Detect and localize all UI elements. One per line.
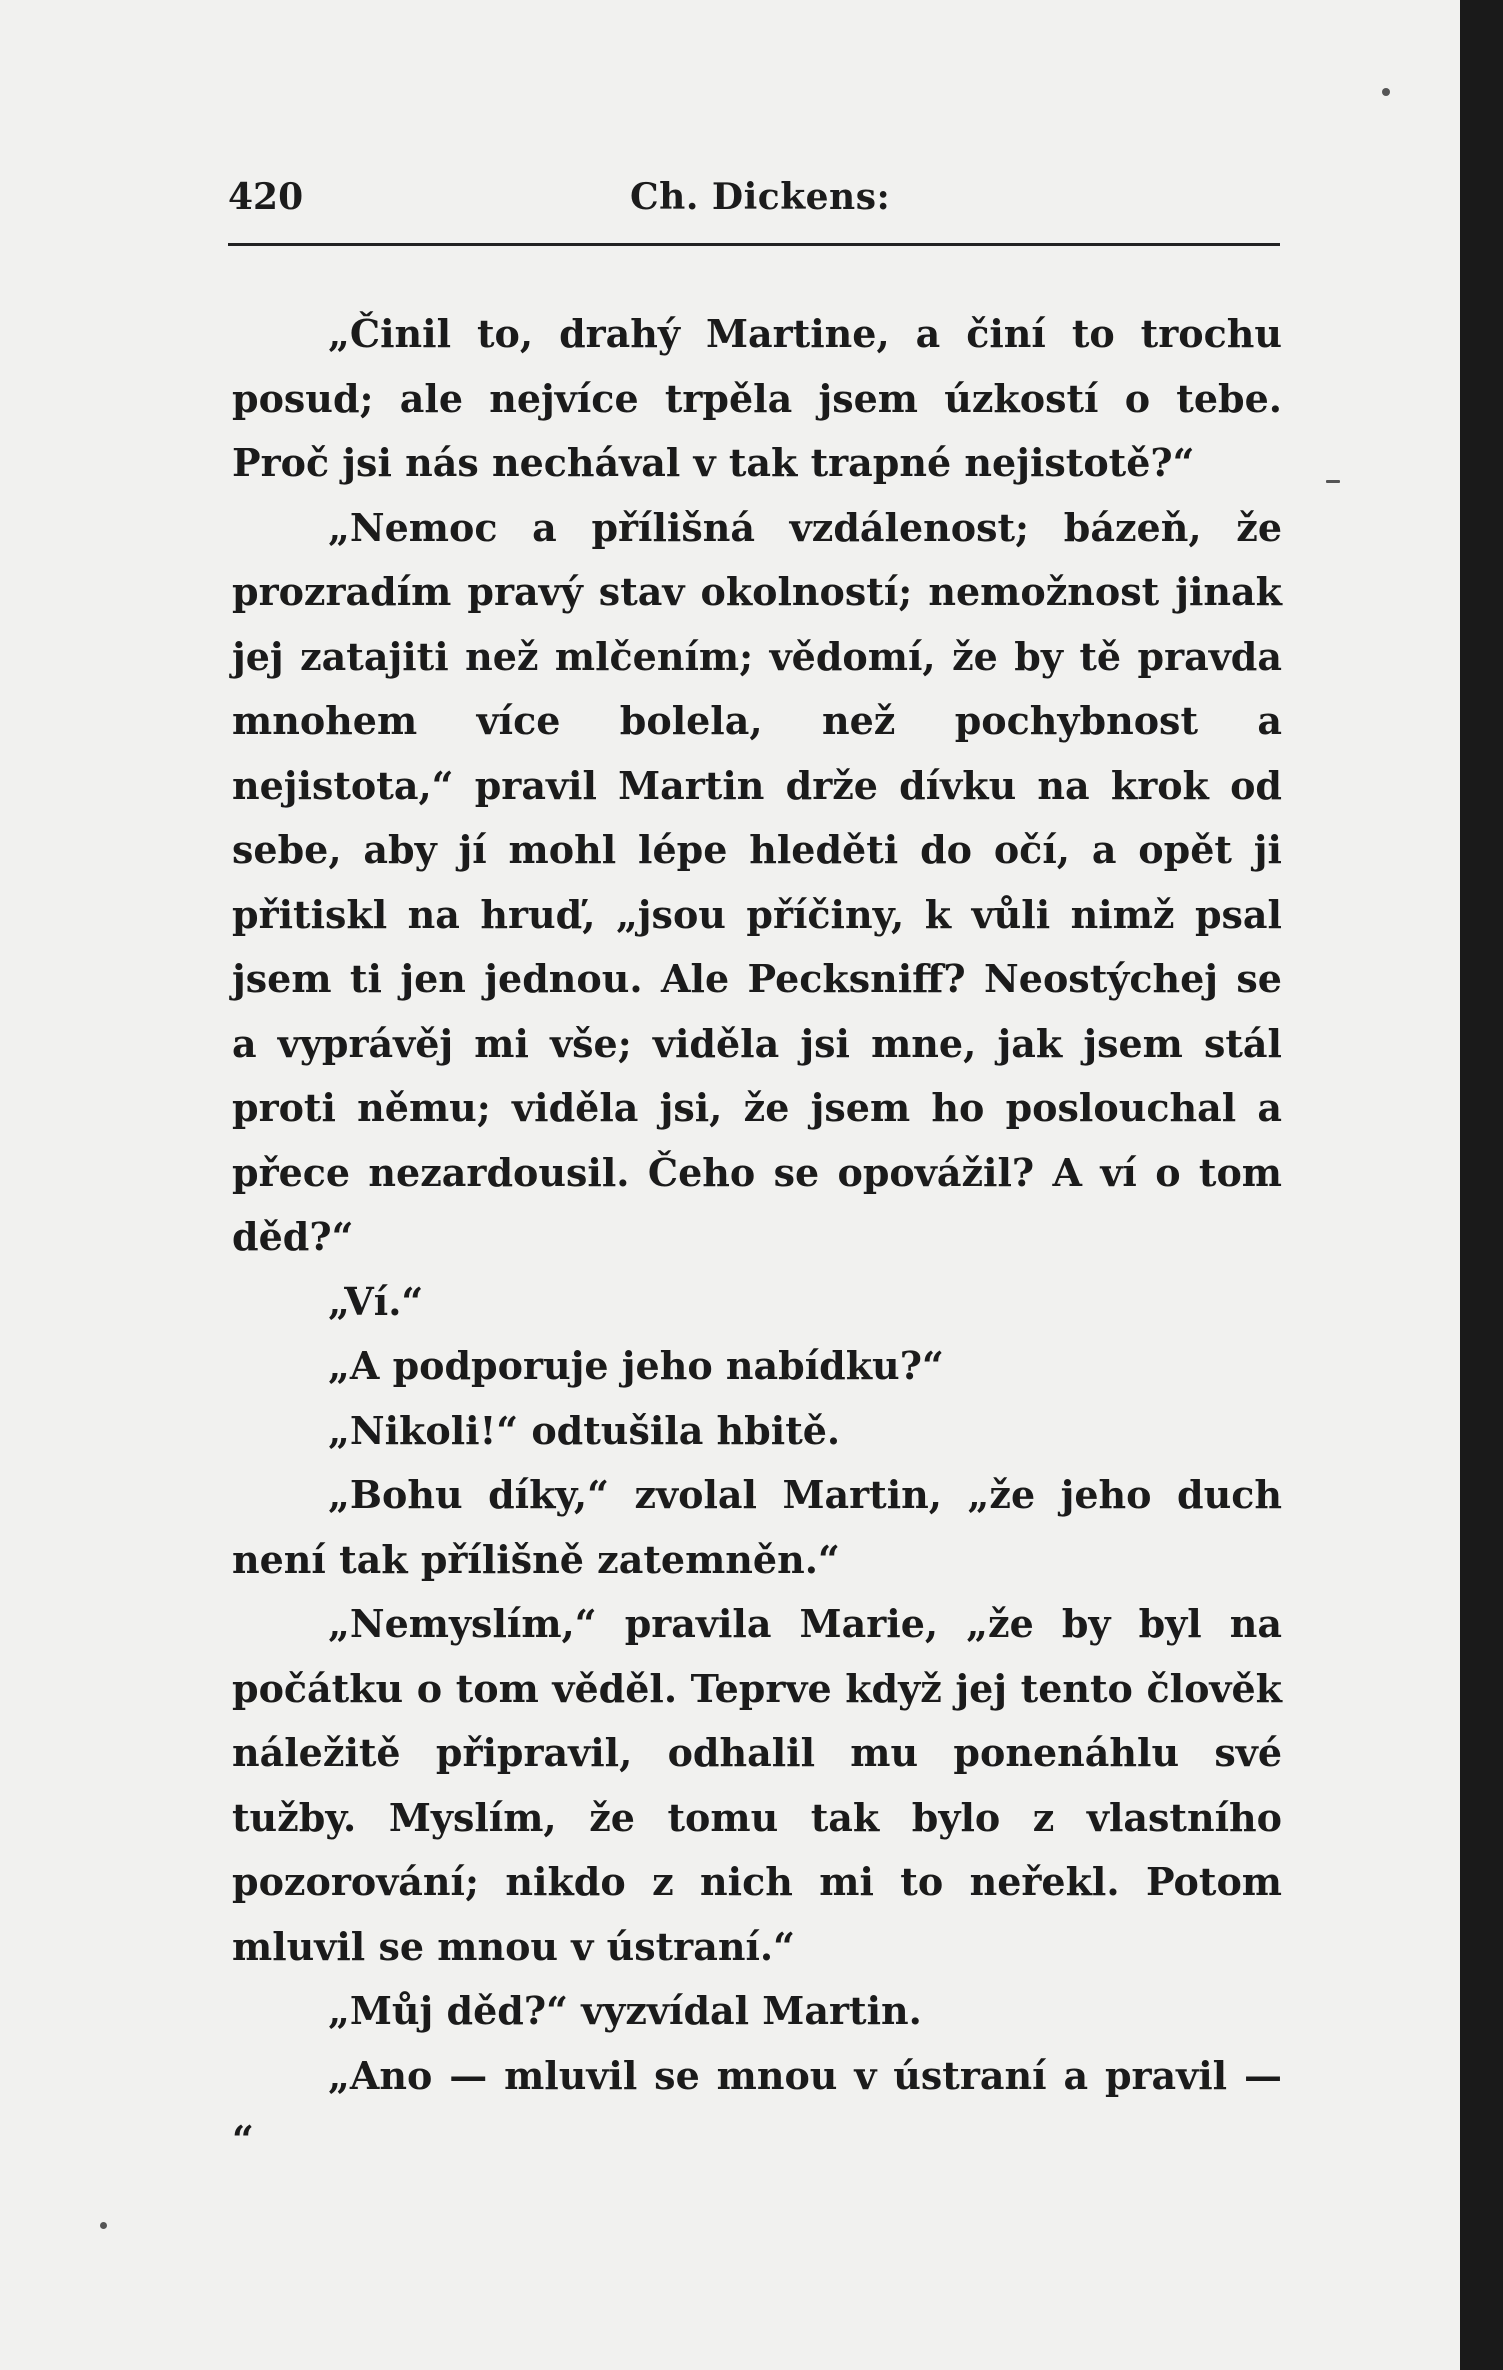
scan-edge bbox=[1460, 0, 1503, 2370]
paragraph: „Činil to, drahý Martine, a činí to trochu posud; ale nejvíce trpěla jsem úzkostí o tebe. Proč jsi nás nechával v tak trapné nejistotě?“ bbox=[232, 311, 1282, 485]
paper-speck bbox=[1382, 88, 1390, 96]
paragraph: „Ano — mluvil se mnou v ústraní a pravil — “ bbox=[232, 2052, 1282, 2162]
page-header bbox=[228, 176, 1280, 236]
paragraph: „Ví.“ bbox=[328, 1278, 424, 1324]
paragraph: „Nemoc a přílišná vzdálenost; bázeň, že prozradím pravý stav okolností; nemožnost jinak jej zatajiti než mlčením; vědomí, že by tě pravda mnohem více bolela, než pochybnost a nejistota,“ pravil Martin drže dívku na krok od sebe, aby jí mohl lépe hleděti do očí, a opět ji přitiskl na hruď, „jsou příčiny, k vůli nimž psal jsem ti jen jednou. Ale Pecksniff? Neostýchej se a vyprávěj mi vše; viděla jsi mne, jak jsem stál proti němu; viděla jsi, že jsem ho poslouchal a přece nezardousil. Čeho se opovážil? A ví o tom děd?“ bbox=[232, 504, 1282, 1259]
paper-speck bbox=[1326, 480, 1340, 483]
running-title: Ch. Dickens: bbox=[630, 176, 891, 218]
paragraph: „Bohu díky,“ zvolal Martin, „že jeho duch není tak přílišně zatemněn.“ bbox=[232, 1472, 1282, 1582]
header-rule bbox=[228, 243, 1280, 246]
page-number: 420 bbox=[228, 176, 304, 218]
paragraph: „Můj děd?“ vyzvídal Martin. bbox=[328, 1988, 922, 2033]
paper-speck bbox=[100, 2222, 107, 2229]
body-text bbox=[232, 302, 1282, 2173]
paragraph: „A podporuje jeho nabídku?“ bbox=[328, 1343, 944, 1388]
paragraph: „Nemyslím,“ pravila Marie, „že by byl na počátku o tom věděl. Teprve když jej tento člověk náležitě připravil, odhalil mu ponenáhlu své tužby. Myslím, že tomu tak bylo z vlastního pozorování; nikdo z nich mi to neřekl. Potom mluvil se mnou v ústraní.“ bbox=[232, 1601, 1282, 1969]
paragraph: „Nikoli!“ odtušila hbitě. bbox=[328, 1407, 841, 1453]
